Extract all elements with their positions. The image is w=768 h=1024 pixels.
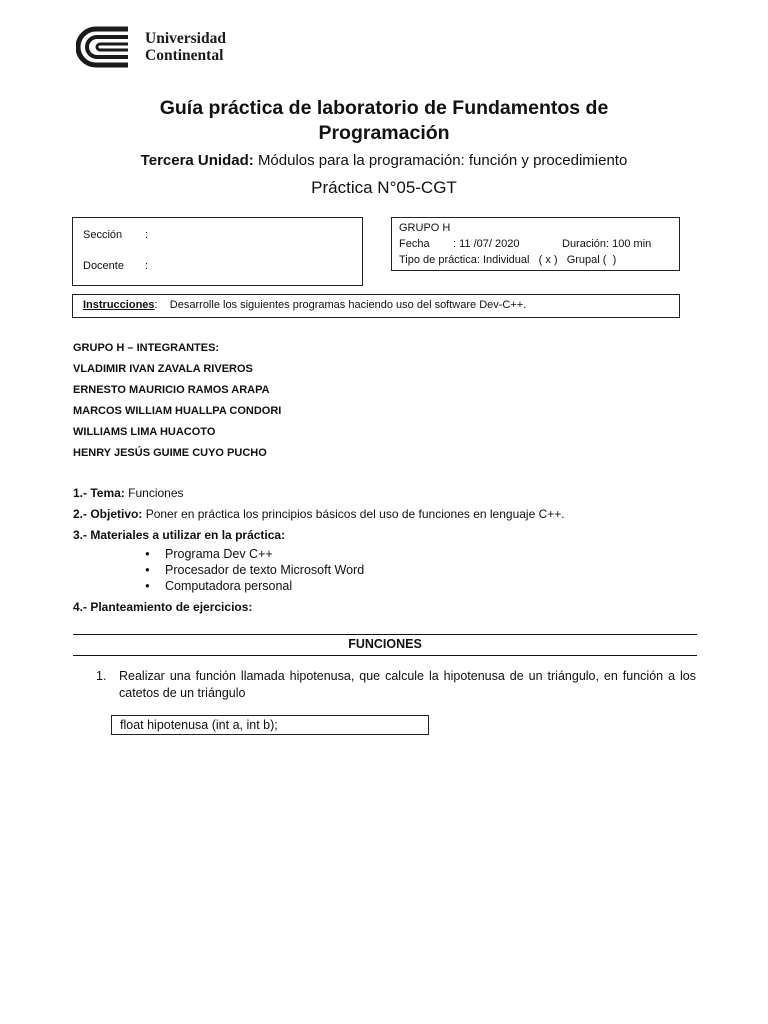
divider-bottom: [73, 655, 697, 656]
university-logo-icon: [76, 24, 136, 70]
date-row: [399, 238, 519, 250]
section-topic: [73, 483, 565, 504]
topic-label: 1.- Tema:: [73, 486, 125, 500]
functions-heading: FUNCIONES: [348, 637, 422, 651]
instructions-box: [72, 294, 680, 318]
practice-type: Tipo de práctica: Individual ( x ) Grupal ( ): [399, 254, 617, 266]
date-value: : 11 /07/ 2020: [453, 238, 520, 250]
exercise-text: Realizar una función llamada hipotenusa, que calcule la hipotenusa de un triángulo, en función a los catetos de un triángulo: [119, 669, 696, 700]
divider-top: [73, 634, 697, 635]
exercise-number: 1.: [96, 669, 107, 683]
member-name: WILLIAMS LIMA HUACOTO: [73, 426, 216, 438]
teacher-sep: :: [145, 260, 149, 272]
document-title: [0, 96, 768, 146]
university-name: [145, 30, 226, 64]
duration: Duración: 100 min: [562, 238, 652, 250]
logo-line-1: Universidad: [145, 30, 226, 47]
section-teacher-box: [72, 217, 363, 286]
section-sep: :: [145, 229, 149, 241]
member-name: HENRY JESÚS GUIME CUYO PUCHO: [73, 447, 267, 459]
section-row: [83, 229, 148, 241]
section-exercises: [73, 597, 252, 618]
instructions-text: : Desarrolle los siguientes programas haciendo uso del software Dev-C++.: [154, 299, 527, 311]
practice-number: Práctica N°05-CGT: [311, 178, 457, 197]
title-line-1: Guía práctica de laboratorio de Fundamentos de: [159, 97, 609, 119]
objective-text: Poner en práctica los principios básicos del uso de funciones en lenguaje C++.: [145, 507, 565, 521]
unit-subtitle: [0, 152, 768, 169]
teacher-row: [83, 260, 148, 272]
title-line-2: Programación: [318, 122, 450, 144]
list-item: ● Computadora personal: [145, 578, 364, 594]
materials-label: 3.- Materiales a utilizar en la práctica:: [73, 528, 286, 542]
list-item: ● Procesador de texto Microsoft Word: [145, 562, 364, 578]
group-members: [73, 338, 281, 464]
list-item: ● Programa Dev C++: [145, 546, 364, 562]
unit-label: Tercera Unidad:: [140, 152, 254, 169]
exercises-label: 4.- Planteamiento de ejercicios:: [73, 600, 253, 614]
instructions-label: Instrucciones: [83, 299, 155, 311]
member-name: MARCOS WILLIAM HUALLPA CONDORI: [73, 405, 282, 417]
member-name: VLADIMIR IVAN ZAVALA RIVEROS: [73, 363, 253, 375]
group-info-box: [391, 217, 680, 271]
logo-line-2: Continental: [145, 47, 224, 64]
date-label: Fecha: [399, 238, 430, 250]
objective-label: 2.- Objetivo:: [73, 507, 143, 521]
section-label: Sección: [83, 229, 123, 241]
members-heading: GRUPO H – INTEGRANTES:: [73, 342, 220, 354]
member-name: ERNESTO MAURICIO RAMOS ARAPA: [73, 384, 270, 396]
materials-list: [145, 546, 364, 594]
topic-text: Funciones: [128, 486, 184, 500]
unit-name: Módulos para la programación: función y procedimiento: [257, 152, 628, 169]
instructions-row: [83, 299, 526, 311]
code-signature-box: float hipotenusa (int a, int b);: [111, 715, 429, 735]
teacher-label: Docente: [83, 260, 124, 272]
practice-sections: [73, 483, 565, 546]
group-name: GRUPO H: [399, 222, 451, 234]
section-materials: [73, 525, 565, 546]
section-objective: [73, 504, 565, 525]
